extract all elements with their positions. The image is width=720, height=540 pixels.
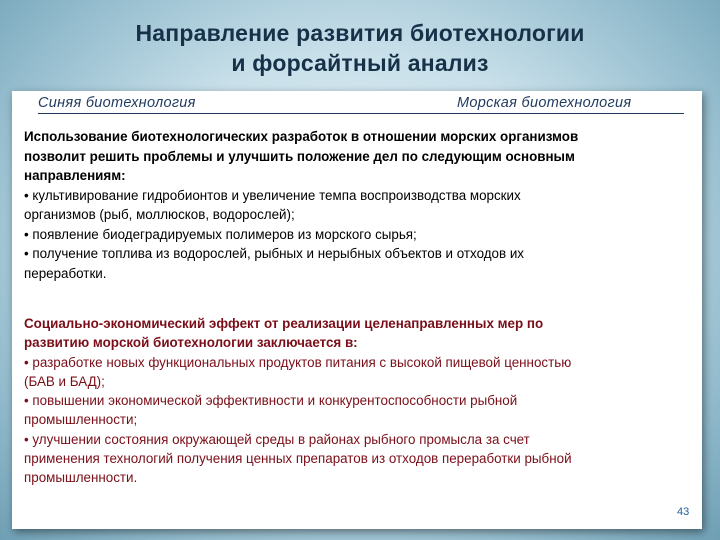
slide-title-line-2: и форсайтный анализ <box>231 50 489 76</box>
effect-list-line: промышленности; <box>24 412 138 428</box>
effect-list-line: • повышении экономической эффективности и конкурентоспособности рыбной <box>24 393 518 409</box>
effect-list-line: промышленности. <box>24 470 138 486</box>
directions-list <box>24 186 696 284</box>
directions-list-line: переработки. <box>24 265 107 281</box>
effect-intro <box>24 314 696 353</box>
page-number: 43 <box>677 506 690 518</box>
directions-intro <box>24 127 696 186</box>
directions-list-line: • появление биодеградируемых полимеров из морского сырья; <box>24 226 417 242</box>
effect-intro-line: развитию морской биотехнологии заключается в: <box>24 335 358 351</box>
socio-economic-effect <box>24 314 696 488</box>
effect-list <box>24 353 696 488</box>
subtitle-blue-biotech: Синяя биотехнология <box>38 95 196 111</box>
effect-list-line: применения технологий получения ценных препаратов из отходов переработки рыбной <box>24 451 572 467</box>
subtitle-marine-biotech: Морская биотехнология <box>457 95 632 111</box>
directions-intro-line: направлениям: <box>24 168 126 183</box>
effect-list-line: (БАВ и БАД); <box>24 373 105 389</box>
directions-list-line: • получение топлива из водорослей, рыбных и нерыбных объектов и отходов их <box>24 246 524 261</box>
effect-list-line: • разработке новых функциональных продуктов питания с высокой пищевой ценностью <box>24 354 572 370</box>
effect-list-line: • улучшении состояния окружающей среды в районах рыбного промысла за счет <box>24 431 530 447</box>
effect-intro-line: Социально-экономический эффект от реализации целенаправленных мер по <box>24 316 544 331</box>
directions-list-line: • культивирование гидробионтов и увеличение темпа воспроизводства морских <box>24 187 521 203</box>
directions-intro-line: Использование биотехнологических разработок в отношении морских организмов <box>24 129 579 144</box>
directions-intro-line: позволит решить проблемы и улучшить положение дел по следующим основным <box>24 148 575 164</box>
directions-list-line: организмов (рыб, моллюсков, водорослей); <box>24 207 295 222</box>
slide-title-line-1: Направление развития биотехнологии <box>135 20 585 46</box>
marine-biotech-directions <box>24 127 696 283</box>
slide-title <box>0 18 720 78</box>
subtitle-underline <box>38 113 684 114</box>
